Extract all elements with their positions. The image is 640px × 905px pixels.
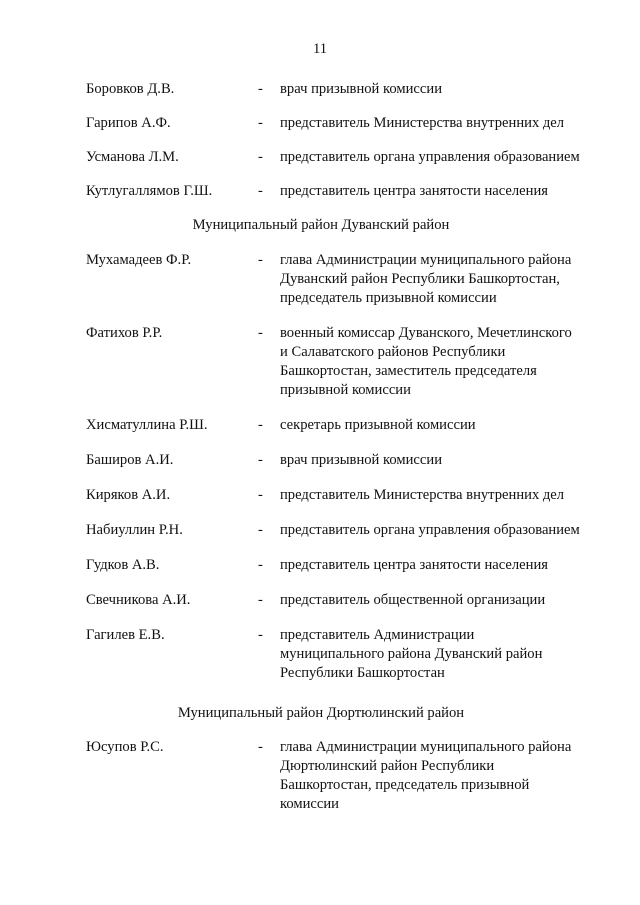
member-role: [280, 80, 606, 99]
role-line: комиссии: [280, 796, 339, 812]
member-name: Усманова Л.М.: [86, 149, 179, 165]
member-row: [86, 148, 616, 167]
role-line: врач призывной комиссии: [280, 81, 442, 97]
role-line: Башкортостан, заместитель председателя: [280, 363, 537, 379]
role-line: секретарь призывной комиссии: [280, 417, 476, 433]
role-line: представитель общественной организации: [280, 592, 546, 608]
member-row: [86, 626, 616, 683]
member-role: [280, 114, 606, 133]
member-role: [280, 182, 606, 201]
member-row: [86, 416, 616, 435]
member-role: [280, 738, 606, 814]
member-role: [280, 251, 606, 308]
role-line: представитель Администрации: [280, 627, 475, 643]
section-heading: Муниципальный район Дюртюлинский район: [177, 705, 465, 721]
member-row: [86, 451, 616, 470]
member-row: [86, 251, 616, 308]
member-role: [280, 626, 606, 683]
member-role: [280, 591, 606, 610]
role-line: глава Администрации муниципального района: [280, 739, 572, 755]
member-role: [280, 521, 606, 540]
member-role: [280, 556, 606, 575]
section-heading: Муниципальный район Дуванский район: [192, 217, 450, 233]
member-name: Баширов А.И.: [86, 452, 174, 468]
role-line: представитель центра занятости населения: [280, 183, 548, 199]
dash: -: [258, 487, 263, 503]
dash: -: [258, 557, 263, 573]
commission-list: [86, 80, 616, 814]
member-name: Гудков А.В.: [86, 557, 160, 573]
page-number: 11: [312, 41, 328, 57]
member-row: [86, 114, 616, 133]
member-name: Фатихов Р.Р.: [86, 325, 163, 341]
member-role: [280, 148, 606, 167]
member-row: [86, 591, 616, 610]
role-line: Башкортостан, председатель призывной: [280, 777, 530, 793]
role-line: Республики Башкортостан: [280, 665, 445, 681]
dash: -: [258, 252, 263, 268]
member-name: Хисматуллина Р.Ш.: [86, 417, 208, 433]
dash: -: [258, 417, 263, 433]
role-line: представитель органа управления образованием: [280, 522, 580, 538]
dash: -: [258, 522, 263, 538]
member-role: [280, 451, 606, 470]
member-name: Киряков А.И.: [86, 487, 171, 503]
role-line: врач призывной комиссии: [280, 452, 442, 468]
dash: -: [258, 183, 263, 199]
dash: -: [258, 115, 263, 131]
member-name: Гагилев Е.В.: [86, 627, 165, 643]
member-row: [86, 80, 616, 99]
role-line: Дюртюлинский район Республики: [280, 758, 495, 774]
role-line: муниципального района Дуванский район: [280, 646, 543, 662]
role-line: военный комиссар Дуванского, Мечетлинского: [280, 325, 572, 341]
role-line: представитель Министерства внутренних дел: [280, 487, 565, 503]
dash: -: [258, 81, 263, 97]
dash: -: [258, 627, 263, 643]
member-name: Свечникова А.И.: [86, 592, 191, 608]
member-role: [280, 416, 606, 435]
member-row: [86, 521, 616, 540]
role-line: Дуванский район Республики Башкортостан,: [280, 271, 560, 287]
member-role: [280, 486, 606, 505]
role-line: представитель органа управления образованием: [280, 149, 580, 165]
member-row: [86, 556, 616, 575]
member-row: [86, 324, 616, 400]
dash: -: [258, 739, 263, 755]
member-row: [86, 486, 616, 505]
member-name: Мухамадеев Ф.Р.: [86, 252, 192, 268]
member-name: Набиуллин Р.Н.: [86, 522, 183, 538]
dash: -: [258, 592, 263, 608]
dash: -: [258, 452, 263, 468]
role-line: призывной комиссии: [280, 382, 411, 398]
role-line: глава Администрации муниципального района: [280, 252, 572, 268]
dash: -: [258, 325, 263, 341]
dash: -: [258, 149, 263, 165]
role-line: представитель центра занятости населения: [280, 557, 548, 573]
member-name: Гарипов А.Ф.: [86, 115, 171, 131]
role-line: председатель призывной комиссии: [280, 290, 497, 306]
member-row: [86, 738, 616, 814]
member-role: [280, 324, 606, 400]
member-row: [86, 182, 616, 201]
member-name: Кутлугаллямов Г.Ш.: [86, 183, 213, 199]
role-line: представитель Министерства внутренних дел: [280, 115, 565, 131]
role-line: и Салаватского районов Республики: [280, 344, 506, 360]
member-name: Боровков Д.В.: [86, 81, 175, 97]
member-name: Юсупов Р.С.: [86, 739, 164, 755]
